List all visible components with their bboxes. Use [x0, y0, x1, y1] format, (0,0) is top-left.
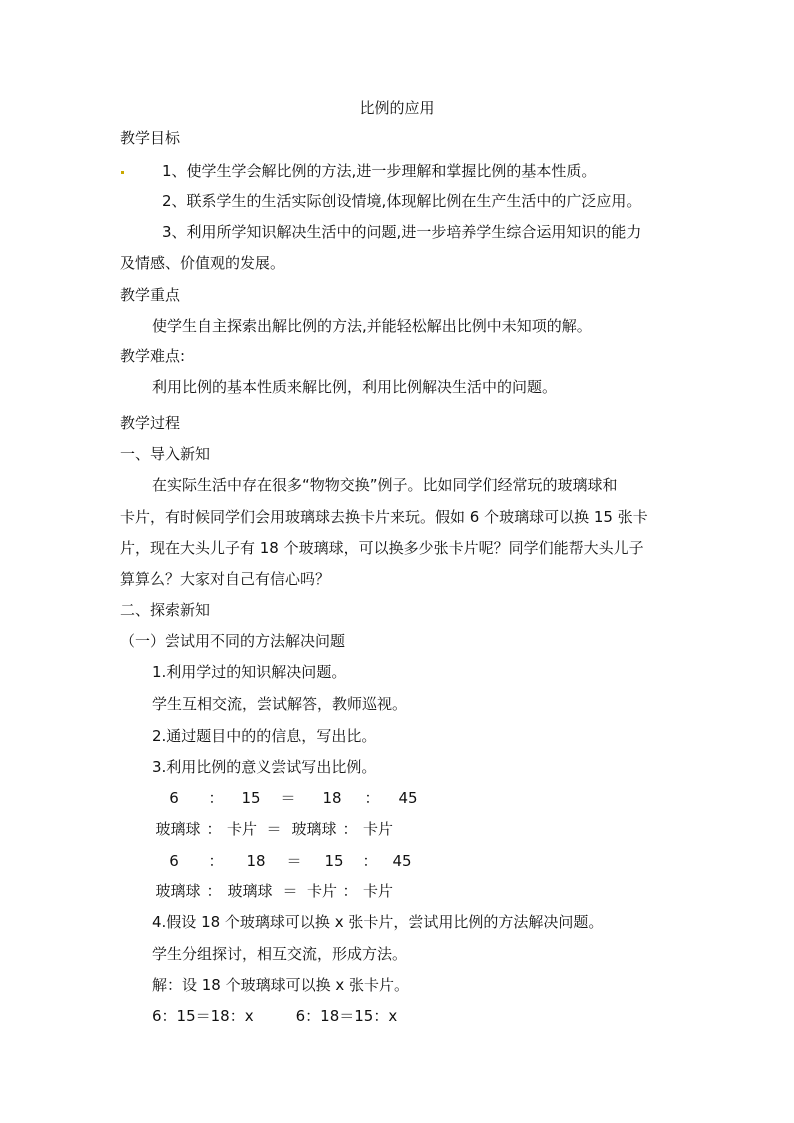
difficulty-text: 利用比例的基本性质来解比例，利用比例解决生活中的问题。 — [152, 378, 558, 396]
part1-line-3: 片，现在大头儿子有 18 个玻璃球，可以换多少张卡片呢？同学们能帮大头儿子 — [120, 539, 644, 557]
sub1-heading: （一）尝试用不同的方法解决问题 — [120, 632, 346, 650]
step-1: 1.利用学过的知识解决问题。 — [152, 663, 347, 681]
page-title: 比例的应用 — [359, 99, 435, 117]
key-heading: 教学重点 — [120, 286, 181, 304]
ratio-term: 45 — [392, 852, 412, 870]
ratio-term: 6 — [169, 852, 179, 870]
ratio-label: 卡片 — [362, 882, 393, 900]
step-2: 2.通过题目中的的信息，写出比。 — [152, 727, 377, 745]
ratio-label: 玻璃球 — [227, 882, 273, 900]
equations-line — [152, 1006, 397, 1026]
ratio-label: 玻璃球 — [291, 820, 337, 838]
ratio-term: 18 — [322, 789, 342, 807]
ratio-colon: ： — [206, 882, 222, 900]
ratio-label: 卡片 — [306, 882, 337, 900]
ratio-equals: ＝ — [282, 882, 298, 900]
ratio-colon: ： — [208, 789, 224, 807]
part1-heading: 一、导入新知 — [120, 445, 211, 463]
ratio-label: 卡片 — [226, 820, 257, 838]
step-3: 3.利用比例的意义尝试写出比例。 — [152, 758, 377, 776]
step-4: 4.假设 18 个玻璃球可以换 x 张卡片，尝试用比例的方法解决问题。 — [152, 913, 604, 931]
ratio-term: 6 — [169, 789, 179, 807]
ratio-term: 15 — [241, 789, 261, 807]
ratio-colon: ： — [206, 820, 222, 838]
goal-2: 2、联系学生的生活实际创设情境,体现解比例在生产生活中的广泛应用。 — [162, 192, 642, 210]
stray-mark — [121, 171, 124, 174]
ratio-label: 玻璃球 — [155, 820, 201, 838]
ratio-1-labels — [152, 819, 396, 839]
solution-line: 解：设 18 个玻璃球可以换 x 张卡片。 — [152, 976, 410, 994]
ratio-label: 玻璃球 — [155, 882, 201, 900]
equation-2: 6：18＝15：x — [295, 1007, 398, 1025]
part1-line-1: 在实际生活中存在很多“物物交换”例子。比如同学们经常玩的玻璃球和 — [152, 476, 618, 494]
process-heading: 教学过程 — [120, 414, 181, 432]
ratio-colon: ： — [342, 820, 358, 838]
ratio-term: 15 — [324, 852, 344, 870]
ratio-colon: ： — [342, 882, 358, 900]
part1-line-4: 算算么？大家对自己有信心吗？ — [120, 570, 331, 588]
part1-line-2: 卡片，有时候同学们会用玻璃球去换卡片来玩。假如 6 个玻璃球可以换 15 张卡 — [120, 508, 648, 526]
goal-3-cont: 及情感、价值观的发展。 — [120, 254, 286, 272]
ratio-equals: ＝ — [280, 789, 296, 807]
ratio-2-numbers — [152, 851, 420, 871]
key-text: 使学生自主探索出解比例的方法,并能轻松解出比例中未知项的解。 — [152, 317, 592, 335]
ratio-colon: ： — [208, 852, 224, 870]
difficulty-heading: 教学难点: — [120, 347, 186, 365]
goal-1: 1、使学生学会解比例的方法,进一步理解和掌握比例的基本性质。 — [162, 162, 597, 180]
ratio-equals: ＝ — [286, 852, 302, 870]
ratio-term: 45 — [398, 789, 418, 807]
ratio-2-labels — [152, 881, 396, 901]
ratio-colon: ： — [362, 852, 378, 870]
ratio-colon: ： — [364, 789, 380, 807]
ratio-label: 卡片 — [362, 820, 393, 838]
step-1-note: 学生互相交流，尝试解答，教师巡视。 — [152, 695, 408, 713]
goals-heading: 教学目标 — [120, 129, 181, 147]
goal-3: 3、利用所学知识解决生活中的问题,进一步培养学生综合运用知识的能力 — [162, 223, 642, 241]
step-4-note: 学生分组探讨，相互交流，形成方法。 — [152, 945, 408, 963]
ratio-equals: ＝ — [266, 820, 282, 838]
part2-heading: 二、探索新知 — [120, 601, 211, 619]
ratio-term: 18 — [246, 852, 266, 870]
equation-1: 6：15＝18：x — [152, 1007, 254, 1025]
ratio-1-numbers — [152, 788, 426, 808]
